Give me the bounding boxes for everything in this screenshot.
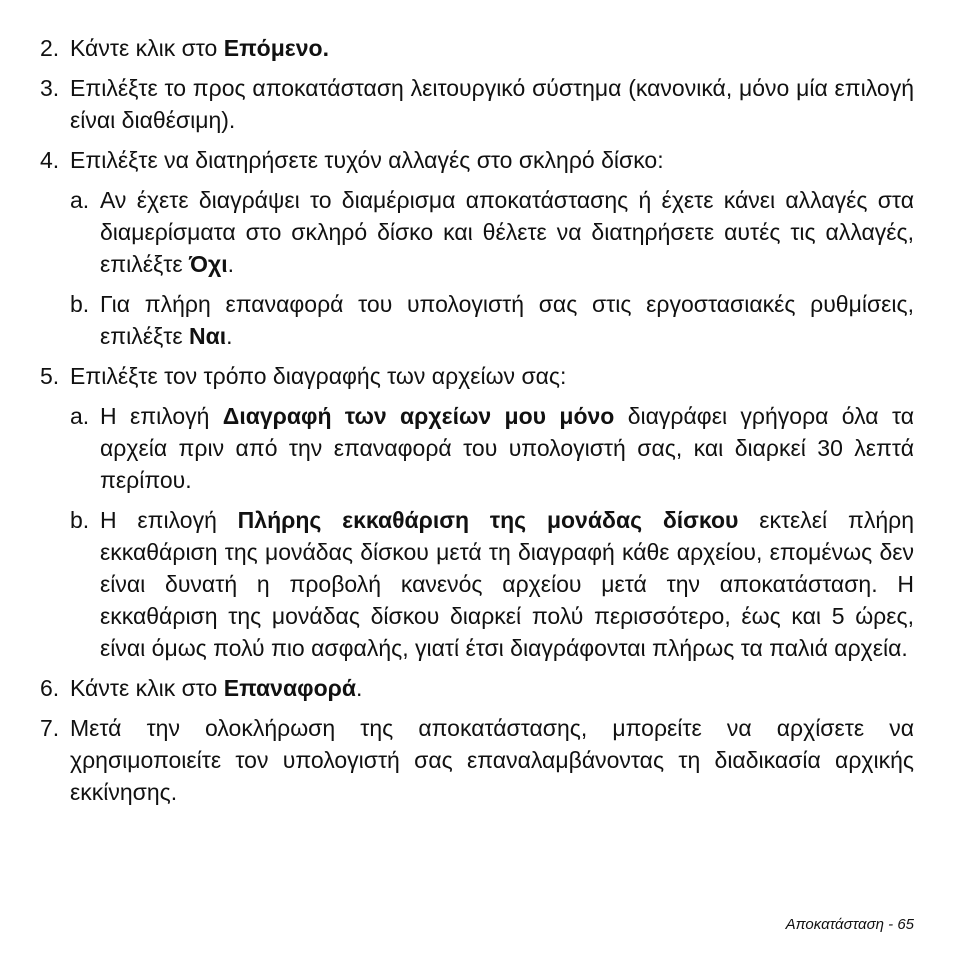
step-number: 6. [40, 675, 60, 701]
substep-5b [70, 504, 914, 664]
substep-4b [70, 288, 914, 352]
document-body [40, 32, 914, 816]
step-text: Μετά την ολοκλήρωση της αποκατάστασης, μπορείτε να αρχίσετε να χρησιμοποιείτε τον υπολογιστή σας επαναλαμβάνοντας τη διαδικασία αρχικής εκκίνησης. [70, 715, 914, 805]
substep-letter: b. [70, 507, 90, 533]
step-4 [40, 144, 914, 176]
step-number: 7. [40, 715, 60, 741]
page-number: 65 [897, 916, 914, 933]
substep-letter: b. [70, 291, 90, 317]
step-text: Επιλέξτε να διατηρήσετε τυχόν αλλαγές στο σκληρό δίσκο: [70, 147, 664, 173]
step-3 [40, 72, 914, 136]
step-text: Επιλέξτε τον τρόπο διαγραφής των αρχείων σας: [70, 363, 567, 389]
step-text: Κάντε κλικ στο Επαναφορά. [70, 675, 363, 701]
substep-keyword: Ναι [189, 323, 227, 349]
step-number: 5. [40, 363, 60, 389]
step-keyword: Επόμενο. [223, 35, 329, 61]
footer-section-title: Αποκατάσταση [785, 916, 884, 933]
substep-text: Για πλήρη επαναφορά του υπολογιστή σας στις εργοστασιακές ρυθμίσεις, επιλέξτε Ναι. [100, 291, 914, 349]
step-number: 2. [40, 35, 60, 61]
step-text: Κάντε κλικ στο Επόμενο. [70, 35, 329, 61]
footer-separator: - [883, 916, 898, 933]
substep-text: Η επιλογή Πλήρης εκκαθάριση της μονάδας δίσκου εκτελεί πλήρη εκκαθάριση της μονάδας δίσκου μετά τη διαγραφή κάθε αρχείου, επομένως δεν είναι δυνατή η προβολή κανενός αρχείου μετά την αποκατάσταση. Η εκκαθάριση της μονάδας δίσκου διαρκεί πολύ περισσότερο, έως και 5 ώρες, είναι όμως πολύ πιο ασφαλής, γιατί έτσι διαγράφονται πλήρως τα παλιά αρχεία. [100, 507, 914, 661]
substep-5a [70, 400, 914, 496]
substep-text: Αν έχετε διαγράψει το διαμέρισμα αποκατάστασης ή έχετε κάνει αλλαγές στα διαμερίσματα στο σκληρό δίσκο και θέλετε να διατηρήσετε αυτές τις αλλαγές, επιλέξτε Όχι. [100, 187, 914, 277]
step-number: 3. [40, 75, 60, 101]
substep-keyword: Όχι [189, 251, 228, 277]
substep-letter: a. [70, 187, 90, 213]
step-number: 4. [40, 147, 60, 173]
substep-4a [70, 184, 914, 280]
substep-text: Η επιλογή Διαγραφή των αρχείων μου μόνο διαγράφει γρήγορα όλα τα αρχεία πριν από την επαναφορά του υπολογιστή σας, και διαρκεί 30 λεπτά περίπου. [100, 403, 915, 493]
step-7 [40, 712, 914, 808]
substep-keyword: Διαγραφή των αρχείων μου μόνο [222, 403, 615, 429]
step-keyword: Επαναφορά [223, 675, 356, 701]
substep-letter: a. [70, 403, 90, 429]
substep-keyword: Πλήρης εκκαθάριση της μονάδας δίσκου [237, 507, 739, 533]
page-footer [786, 916, 914, 933]
step-2 [40, 32, 914, 64]
step-5 [40, 360, 914, 392]
step-6 [40, 672, 914, 704]
step-text: Επιλέξτε το προς αποκατάσταση λειτουργικό σύστημα (κανονικά, μόνο μία επιλογή είναι διαθέσιμη). [70, 75, 914, 133]
